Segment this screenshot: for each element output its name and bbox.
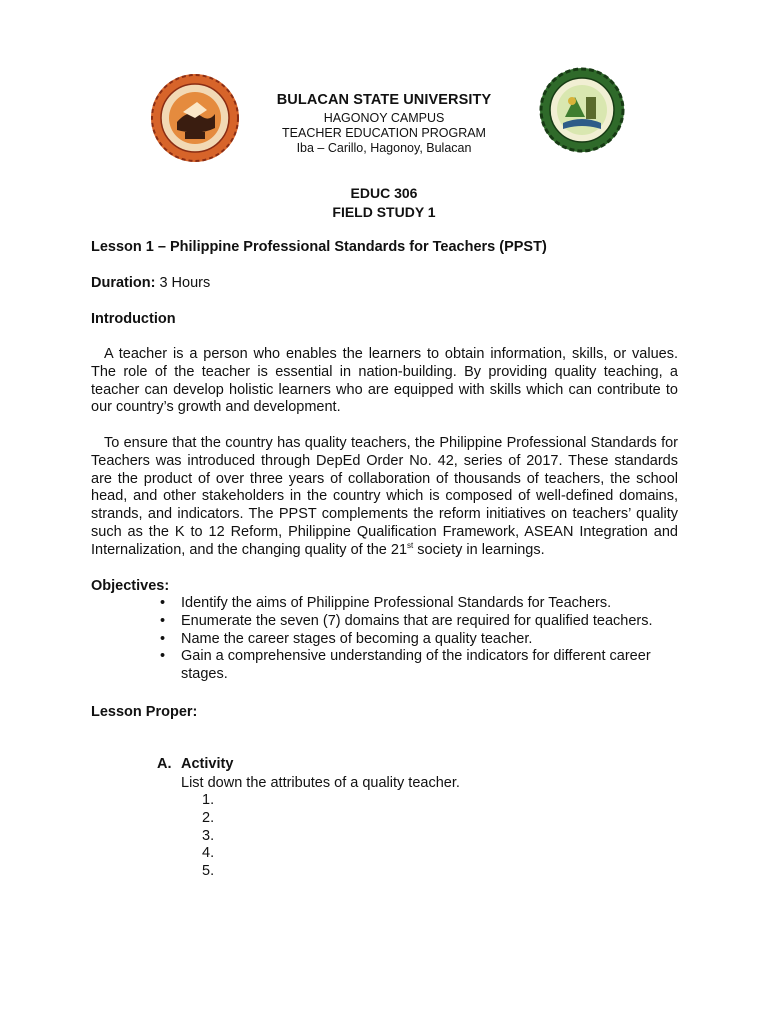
list-number: 1. <box>202 792 215 808</box>
objective-item <box>155 648 685 684</box>
paragraph-2-ending: society in learnings. <box>413 541 545 558</box>
list-number: 4. <box>202 845 215 862</box>
lesson-title: Lesson 1 – Philippine Professional Standards for Teachers (PPST) <box>91 239 547 255</box>
objectives-heading: Objectives: <box>91 578 170 594</box>
bullet-icon: • <box>160 630 166 647</box>
introduction-paragraph-1 <box>91 346 678 417</box>
objective-text: Gain a comprehensive understanding of the indicators for different career stages. <box>181 648 651 683</box>
bullet-icon: • <box>160 595 166 611</box>
university-name: BULACAN STATE UNIVERSITY <box>276 92 492 108</box>
objective-text: Name the career stages of becoming a quality teacher. <box>181 630 533 647</box>
paragraph-1-text: A teacher is a person who enables the learners to obtain information, skills, or values. The role of the teacher is essential in nation-building. By providing quality teaching, a teacher can develop holistic learners who are equipped with skills which can contribute to our country’s growth and development. <box>91 346 678 416</box>
introduction-heading: Introduction <box>91 311 176 327</box>
duration-value: 3 Hours <box>159 275 211 291</box>
course-name: FIELD STUDY 1 <box>332 204 436 220</box>
list-number: 5. <box>202 863 215 880</box>
campus-name: HAGONOY CAMPUS <box>323 111 445 125</box>
duration-label: Duration: <box>91 275 156 291</box>
paragraph-2-text: To ensure that the country has quality teachers, the Philippine Professional Standards for Teachers was introduced through DepEd Order No. 42, series of 2017. These standards are the product of over three years of collaboration of thousands of teachers, the school head, and other stakeholders in the country which is composed of well-defined domains, strands, and indicators. The PPST complements the reform initiatives on teachers’ quality such as the K to 12 Reform, Philippine Qualification Framework, ASEAN Integration and Internalization, and the changing quality of the 21 <box>91 435 678 558</box>
bullet-icon: • <box>160 648 166 665</box>
activity-title: Activity <box>181 756 234 772</box>
list-number: 3. <box>202 827 215 844</box>
activity-instruction: List down the attributes of a quality teacher. <box>181 775 460 791</box>
introduction-paragraph-2 <box>91 435 678 560</box>
bullet-icon: • <box>160 612 166 629</box>
program-name: TEACHER EDUCATION PROGRAM <box>282 126 486 140</box>
objective-text: Identify the aims of Philippine Professional Standards for Teachers. <box>181 595 612 611</box>
list-number: 2. <box>202 809 215 826</box>
objective-item <box>155 595 685 613</box>
lesson-proper-heading: Lesson Proper: <box>91 704 198 720</box>
activity-letter: A. <box>157 756 172 772</box>
course-code: EDUC 306 <box>350 185 418 201</box>
objective-text: Enumerate the seven (7) domains that are required for qualified teachers. <box>181 612 653 629</box>
ordinal-suffix: st <box>407 540 414 550</box>
duration-line <box>91 275 210 291</box>
campus-address: Iba – Carillo, Hagonoy, Bulacan <box>296 141 472 155</box>
objective-item <box>155 613 685 631</box>
objectives-list <box>155 595 685 684</box>
attribute-number-list <box>202 792 214 881</box>
objective-item <box>155 631 685 649</box>
